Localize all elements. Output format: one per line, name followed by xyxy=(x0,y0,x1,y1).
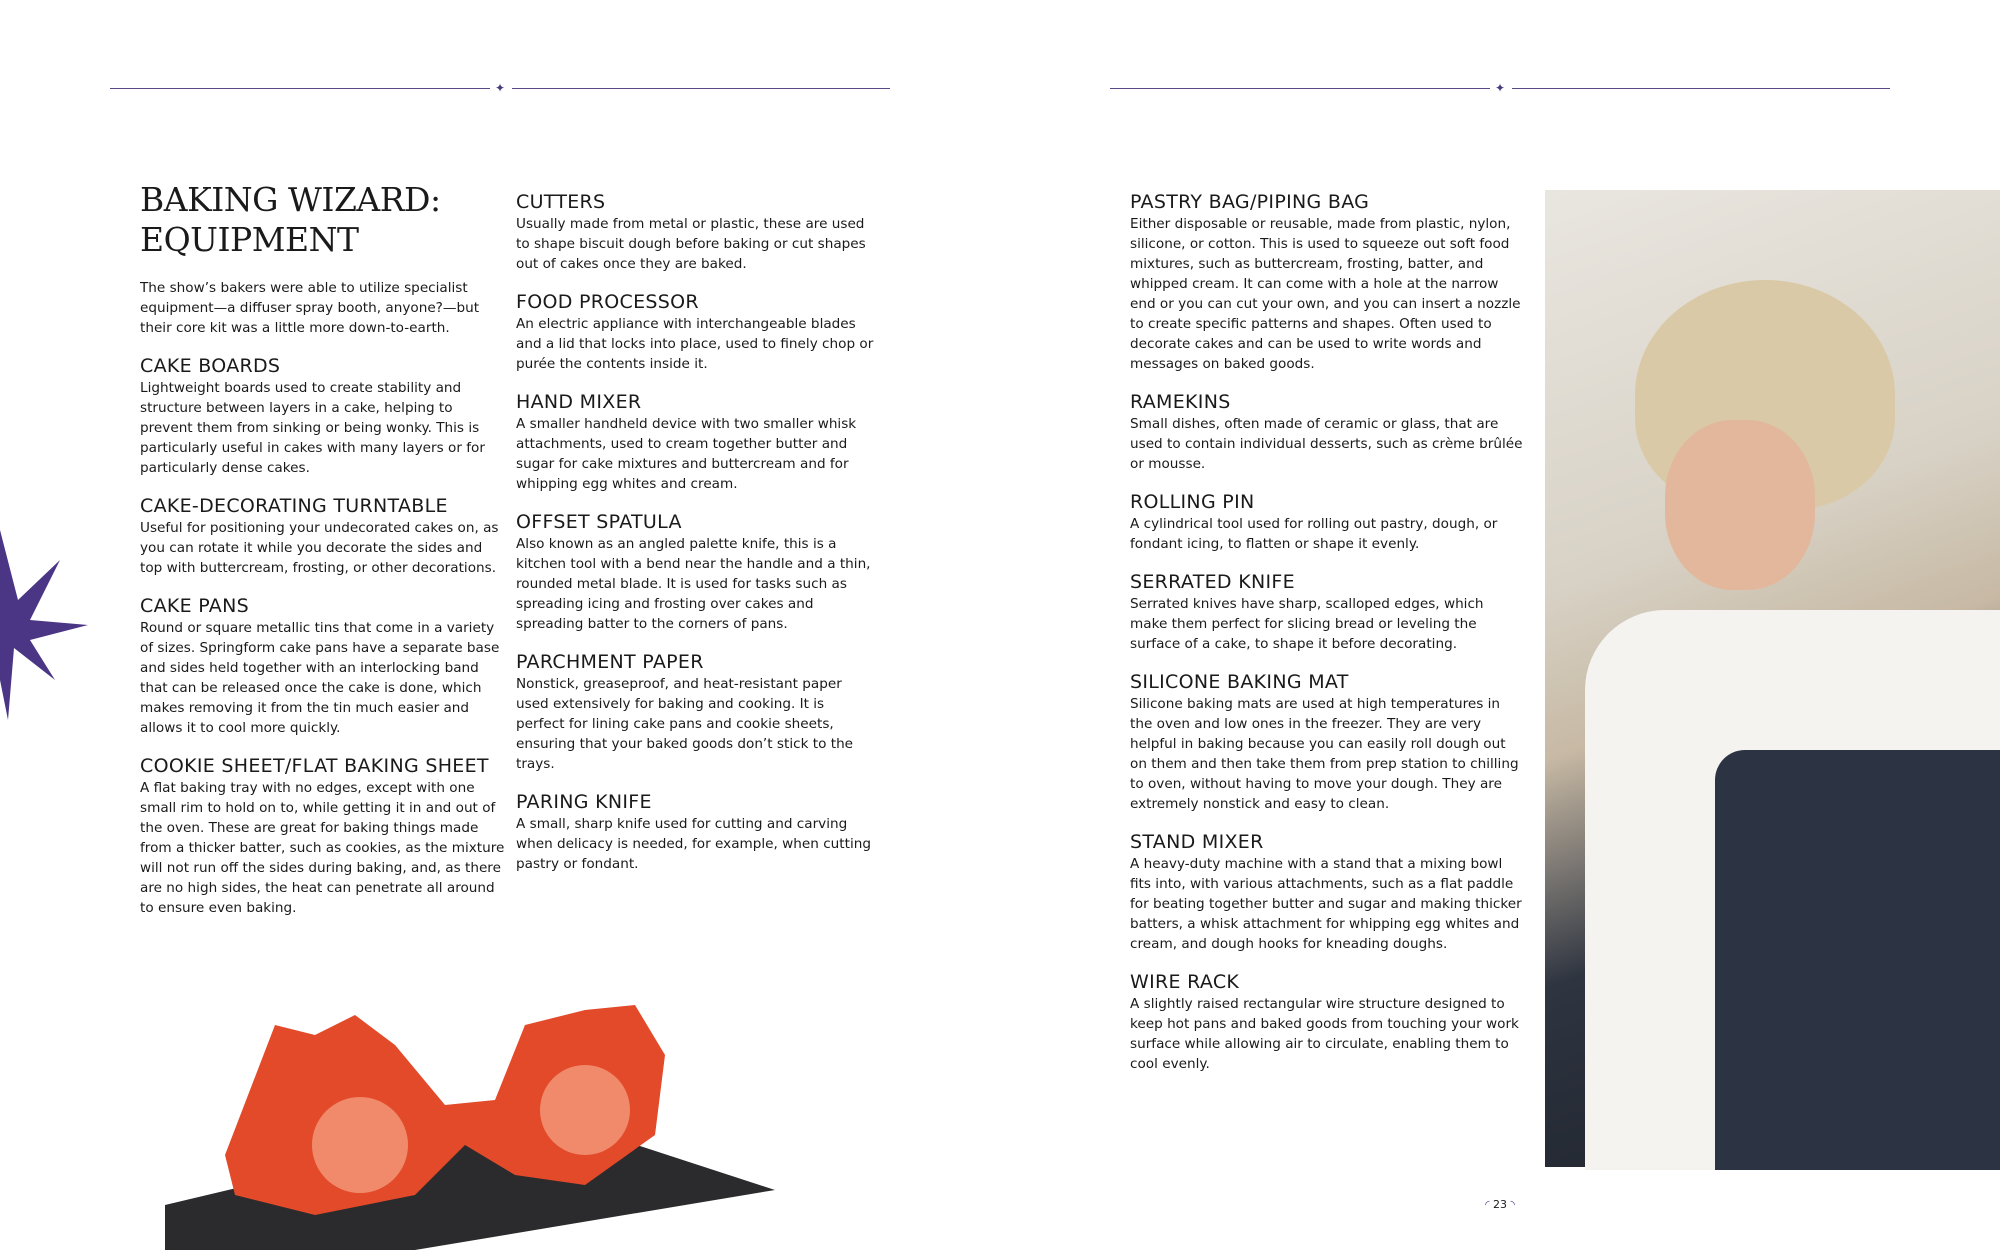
entry-description: A small, sharp knife used for cutting and carving when delicacy is needed, for example, when cutting pastry or fondant. xyxy=(516,816,871,872)
entry-heading: HAND MIXER xyxy=(516,391,642,413)
equipment-entry xyxy=(516,390,876,494)
equipment-entry xyxy=(516,290,876,374)
equipment-entry xyxy=(140,594,505,738)
purple-starburst xyxy=(0,530,90,720)
entry-heading: FOOD PROCESSOR xyxy=(516,291,699,313)
entry-description: Small dishes, often made of ceramic or glass, that are used to contain individual desserts, such as crème brûlée or mousse. xyxy=(1130,416,1523,472)
entry-description: A cylindrical tool used for rolling out pastry, dough, or fondant icing, to flatten or shape it evenly. xyxy=(1130,516,1498,552)
column-3 xyxy=(1130,190,1525,1090)
entry-heading: ROLLING PIN xyxy=(1130,491,1255,513)
equipment-entry xyxy=(516,510,876,634)
entry-heading: CAKE PANS xyxy=(140,595,249,617)
entry-heading: PARING KNIFE xyxy=(516,791,652,813)
equipment-entry xyxy=(1130,490,1525,554)
entry-description: An electric appliance with interchangeable blades and a lid that locks into place, used to finely chop or purée the contents inside it. xyxy=(516,316,874,372)
entry-description: A flat baking tray with no edges, except with one small rim to hold on to, while getting it in and out of the oven. These are great for baking things made from a thicker batter, such as cookies, as the mixture will not run off the sides during baking, and, as there are no high sides, the heat can penetrate all around to ensure even baking. xyxy=(140,780,505,916)
entry-heading: STAND MIXER xyxy=(1130,831,1264,853)
equipment-entry xyxy=(516,790,876,874)
entry-description: A smaller handheld device with two smaller whisk attachments, used to cream together butter and sugar for cake mixtures and buttercream and for whipping egg whites and cream. xyxy=(516,416,857,492)
page-title: BAKING WIZARD: EQUIPMENT xyxy=(140,180,441,259)
entry-description: Either disposable or reusable, made from plastic, nylon, silicone, or cotton. This is used to squeeze out soft food mixtures, such as buttercream, frosting, batter, and whipped cream. It can come with a hole at the narrow end or you can cut your own, and you can insert a nozzle to create specific patterns and shapes. Often used to decorate cakes and can be used to write words and messages on baked goods. xyxy=(1130,216,1521,372)
top-rule-right-2 xyxy=(1512,88,1890,89)
entry-heading: CUTTERS xyxy=(516,191,606,213)
column-1 xyxy=(140,180,505,934)
entry-heading: PARCHMENT PAPER xyxy=(516,651,704,673)
star-ornament-left: ✦ xyxy=(495,81,506,95)
equipment-entry xyxy=(1130,390,1525,474)
entry-heading: RAMEKINS xyxy=(1130,391,1231,413)
equipment-entry xyxy=(516,650,876,774)
page-number: ◜ 23 ◝ xyxy=(1485,1198,1515,1211)
entry-heading: PASTRY BAG/PIPING BAG xyxy=(1130,191,1370,213)
equipment-entry xyxy=(1130,570,1525,654)
equipment-entry xyxy=(140,354,505,478)
column-2 xyxy=(516,190,876,890)
entry-heading: CAKE-DECORATING TURNTABLE xyxy=(140,495,448,517)
top-rule-left-2 xyxy=(512,88,890,89)
entry-heading: OFFSET SPATULA xyxy=(516,511,682,533)
equipment-entry xyxy=(1130,670,1525,814)
entry-description: Round or square metallic tins that come in a variety of sizes. Springform cake pans have a separate base and sides held together with an interlocking band that can be released once the cake is done, which makes removing it from the tin much easier and allows it to cool more quickly. xyxy=(140,620,500,736)
entry-description: Usually made from metal or plastic, these are used to shape biscuit dough before baking or cut shapes out of cakes once they are baked. xyxy=(516,216,866,272)
equipment-entry xyxy=(140,494,505,578)
entry-description: Serrated knives have sharp, scalloped edges, which make them perfect for slicing bread or leveling the surface of a cake, to shape it before decorating. xyxy=(1130,596,1484,652)
entry-description: A slightly raised rectangular wire structure designed to keep hot pans and baked goods from touching your work surface while allowing air to circulate, enabling them to cool evenly. xyxy=(1130,996,1519,1072)
top-rule-left xyxy=(110,88,490,89)
entry-heading: WIRE RACK xyxy=(1130,971,1240,993)
entry-heading: SERRATED KNIFE xyxy=(1130,571,1295,593)
entry-description: Useful for positioning your undecorated cakes on, as you can rotate it while you decorate the sides and top with buttercream, frosting, or other decorations. xyxy=(140,520,499,576)
equipment-entry xyxy=(1130,970,1525,1074)
spectrespecs-cake-image xyxy=(165,995,785,1250)
intro-text: The show’s bakers were able to utilize specialist equipment—a diffuser spray booth, anyone?—but their core kit was a little more down-to-earth. xyxy=(140,280,480,336)
equipment-entry xyxy=(1130,830,1525,954)
entry-description: Silicone baking mats are used at high temperatures in the oven and low ones in the freezer. They are very helpful in baking because you can easily roll dough out on them and then take them from prep station to chilling to oven, without having to move your dough. They are extremely nonstick and easy to clean. xyxy=(1130,696,1519,812)
baker-photo xyxy=(1545,190,2000,1167)
entry-description: Also known as an angled palette knife, this is a kitchen tool with a bend near the handle and a thin, rounded metal blade. It is used for tasks such as spreading icing and frosting over cakes and spreading batter to the corners of pans. xyxy=(516,536,871,632)
equipment-entry xyxy=(140,754,505,918)
entry-description: Nonstick, greaseproof, and heat-resistant paper used extensively for baking and cooking. It is perfect for lining cake pans and cookie sheets, ensuring that your baked goods don’t stick to the trays. xyxy=(516,676,854,772)
star-ornament-right: ✦ xyxy=(1495,81,1506,95)
entry-heading: COOKIE SHEET/FLAT BAKING SHEET xyxy=(140,755,489,777)
entry-description: Lightweight boards used to create stability and structure between layers in a cake, helping to prevent them from sinking or being wonky. This is particularly useful in cakes with many layers or for particularly dense cakes. xyxy=(140,380,485,476)
top-rule-right xyxy=(1110,88,1490,89)
equipment-entry xyxy=(1130,190,1525,374)
entry-heading: CAKE BOARDS xyxy=(140,355,281,377)
entry-heading: SILICONE BAKING MAT xyxy=(1130,671,1349,693)
equipment-entry xyxy=(516,190,876,274)
entry-description: A heavy-duty machine with a stand that a mixing bowl fits into, with various attachments, such as a flat paddle for beating together butter and sugar and making thicker batters, a whisk attachment for whipping egg whites and cream, and dough hooks for kneading doughs. xyxy=(1130,856,1522,952)
